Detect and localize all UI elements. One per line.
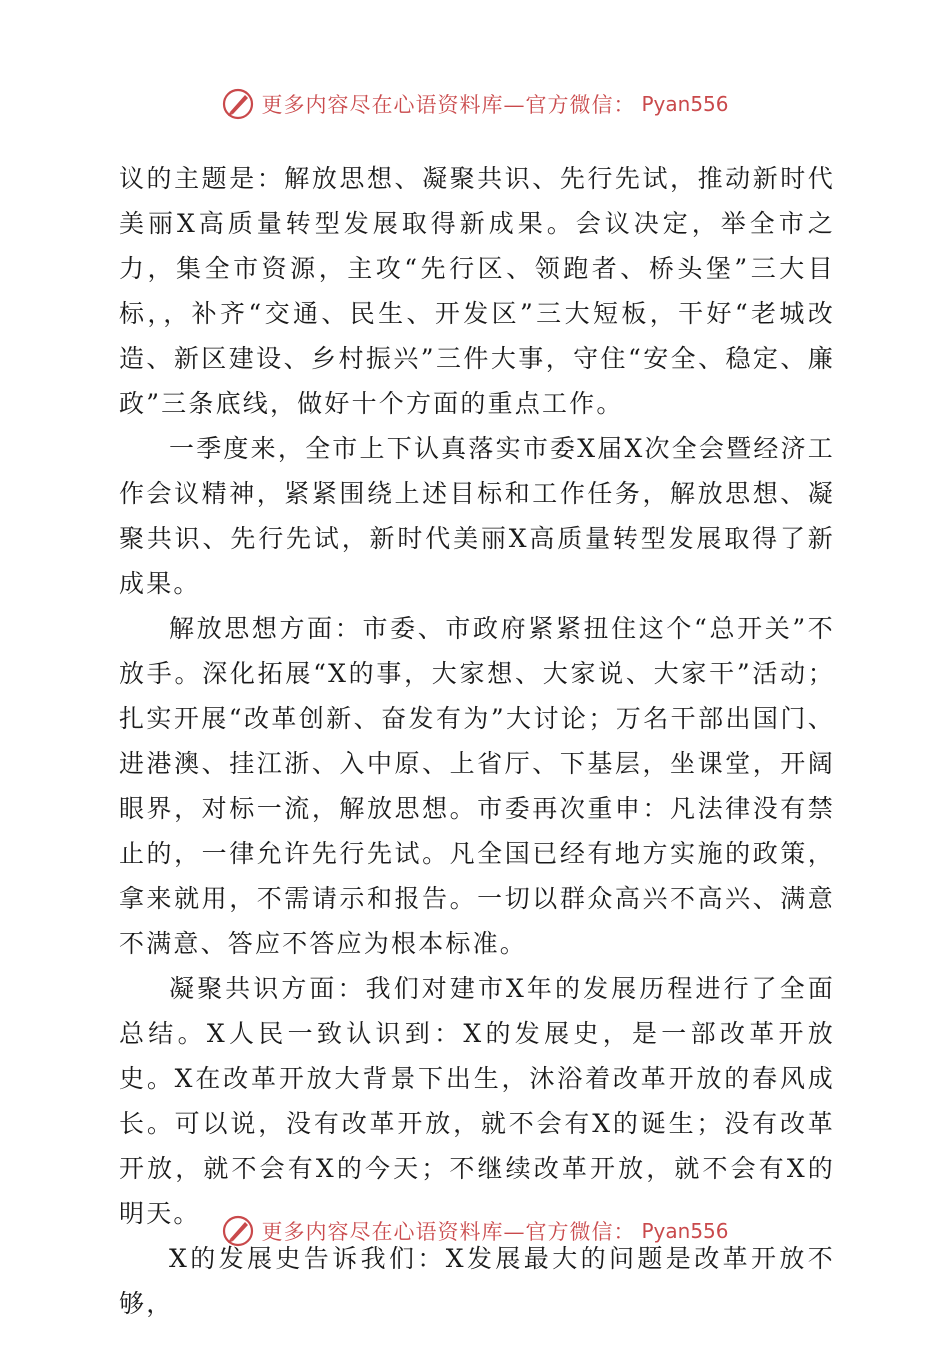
watermark-wechat-id: Pyan556 — [641, 1219, 729, 1243]
footer-watermark — [0, 1211, 950, 1251]
header-watermark — [0, 84, 950, 124]
paragraph-3: 解放思想方面：市委、市政府紧紧扭住这个“总开关”不放手。深化拓展“X的事，大家想、大家说、大家干”活动；扎实开展“改革创新、奋发有为”大讨论；万名干部出国门、进港澳、挂江浙、入中原、上省厅、下基层，坐课堂，开阔眼界，对标一流，解放思想。市委再次重申：凡法律没有禁止的，一律允许先行先试。凡全国已经有地方实施的政策，拿来就用，不需请示和报告。一切以群众高兴不高兴、满意不满意、答应不答应为根本标准。 — [119, 614, 835, 958]
paragraph-5: X的发展史告诉我们：X发展最大的问题是改革开放不够， — [119, 1244, 835, 1318]
pen-logo-icon — [221, 1214, 255, 1248]
watermark-wechat-id: Pyan556 — [641, 92, 729, 116]
paragraph-2: 一季度来，全市上下认真落实市委X届X次全会暨经济工作会议精神，紧紧围绕上述目标和工作任务，解放思想、凝聚共识、先行先试，新时代美丽X高质量转型发展取得了新成果。 — [119, 434, 835, 598]
pen-logo-icon — [221, 87, 255, 121]
watermark-text: 更多内容尽在心语资料库—官方微信： — [261, 93, 636, 117]
paragraph-4: 凝聚共识方面：我们对建市X年的发展历程进行了全面总结。X人民一致认识到：X的发展史，是一部改革开放史。X在改革开放大背景下出生，沐浴着改革开放的春风成长。可以说，没有改革开放，就不会有X的诞生；没有改革开放，就不会有X的今天；不继续改革开放，就不会有X的明天。 — [119, 974, 835, 1228]
document-body — [119, 156, 835, 1326]
watermark-text: 更多内容尽在心语资料库—官方微信： — [261, 1220, 636, 1244]
paragraph-1: 议的主题是：解放思想、凝聚共识、先行先试，推动新时代美丽X高质量转型发展取得新成果。会议决定，举全市之力，集全市资源，主攻“先行区、领跑者、桥头堡”三大目标，，补齐“交通、民生、开发区”三大短板，干好“老城改造、新区建设、乡村振兴”三件大事，守住“安全、稳定、廉政”三条底线，做好十个方面的重点工作。 — [119, 164, 835, 418]
